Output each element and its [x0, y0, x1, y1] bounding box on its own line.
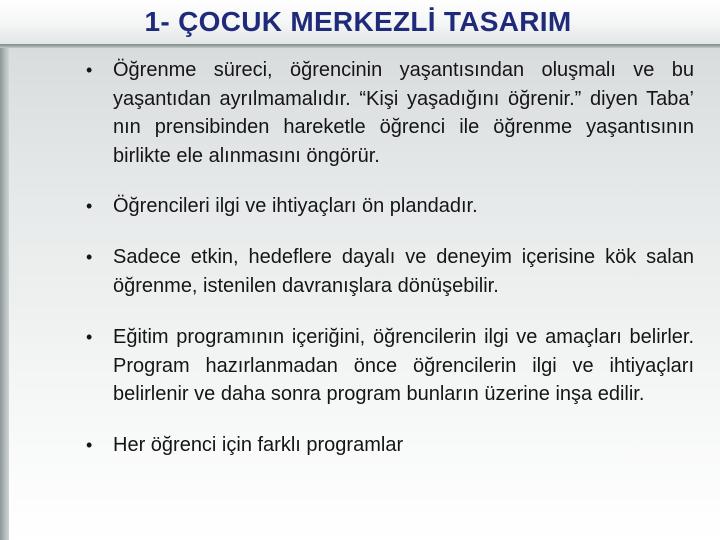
bullet-dot-icon: •	[86, 246, 93, 267]
bullet-item	[86, 192, 694, 221]
bullet-item	[86, 243, 694, 300]
bullet-text: Eğitim programının içeriğini, öğrencilerin ilgi ve amaçları belirler. Program hazırlanmadan önce öğrencilerin ilgi ve ihtiyaçları belirlenir ve daha sonra program bunların üzerine inşa edilir.	[113, 326, 694, 406]
bullet-text: Sadece etkin, hedeflere dayalı ve deneyim içerisine kök salan öğrenme, istenilen davranışlara dönüşebilir.	[113, 245, 694, 297]
bullet-text: Öğrencileri ilgi ve ihtiyaçları ön plandadır.	[113, 195, 478, 218]
bullet-dot-icon: •	[86, 60, 93, 80]
bullet-dot-icon: •	[86, 196, 93, 217]
bullet-item	[86, 431, 694, 460]
bullet-item	[86, 323, 694, 409]
bullet-text: Her öğrenci için farklı programlar	[113, 433, 404, 456]
slide-title: 1- ÇOCUK MERKEZLİ TASARIM	[144, 6, 572, 37]
bullet-item	[86, 56, 694, 170]
bullet-text: Öğrenme süreci, öğrencinin yaşantısından oluşmalı ve bu yaşantıdan ayrılmamalıdır. “Kişi yaşadığını öğrenir.” diyen Taba’ nın prensibinden hareketle öğrenci ile öğrenme yaşantısının birlikte ele alınmasını öngörür.	[113, 59, 694, 167]
title-divider	[0, 44, 720, 48]
bullet-dot-icon: •	[86, 434, 93, 455]
bullet-dot-icon: •	[86, 327, 93, 348]
bullet-list	[86, 56, 694, 460]
left-accent-bar	[0, 0, 9, 540]
